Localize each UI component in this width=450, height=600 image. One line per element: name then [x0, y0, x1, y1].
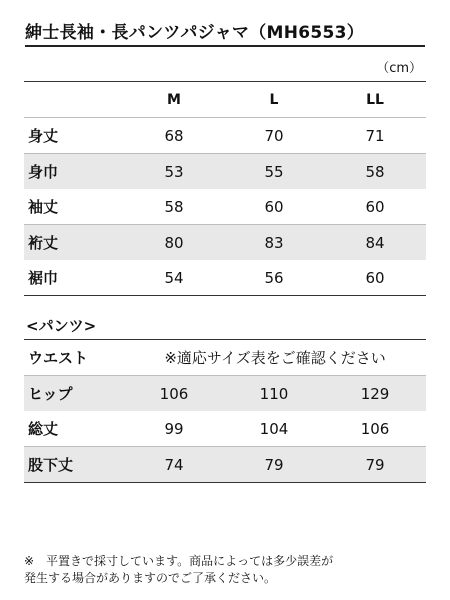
value-cell: 58 — [124, 189, 224, 225]
row-label: 袖丈 — [24, 189, 124, 225]
table-row — [24, 260, 426, 296]
header-cell-empty — [24, 82, 124, 118]
header-cell-m: M — [124, 82, 224, 118]
table-row — [24, 411, 426, 447]
value-cell: 54 — [124, 260, 224, 296]
header-cell-l: L — [224, 82, 324, 118]
table-row — [24, 189, 426, 225]
row-label: 身巾 — [24, 154, 124, 190]
row-label: 裄丈 — [24, 225, 124, 261]
row-label: 総丈 — [24, 411, 124, 447]
value-cell: 71 — [324, 118, 426, 154]
pants-section-heading: <パンツ> — [26, 317, 97, 335]
value-cell: 106 — [124, 376, 224, 412]
value-cell: 58 — [324, 154, 426, 190]
value-cell: 79 — [324, 447, 426, 483]
value-cell: 83 — [224, 225, 324, 261]
value-cell: 60 — [224, 189, 324, 225]
value-cell: 80 — [124, 225, 224, 261]
measurement-footnote: ※ 平置きで採寸しています。商品によっては多少誤差が 発生する場合がありますのでご了承ください。 — [24, 554, 334, 585]
unit-label: （cm） — [376, 61, 422, 76]
table-row — [24, 118, 426, 154]
header-cell-ll: LL — [324, 82, 426, 118]
row-label: ヒップ — [24, 376, 124, 412]
value-cell: 104 — [224, 411, 324, 447]
value-cell: 55 — [224, 154, 324, 190]
value-cell: 53 — [124, 154, 224, 190]
table-row — [24, 340, 426, 376]
waist-note: ※適応サイズ表をご確認ください — [124, 340, 426, 376]
value-cell: 84 — [324, 225, 426, 261]
row-label: ウエスト — [24, 340, 124, 376]
table-row — [24, 225, 426, 261]
value-cell: 74 — [124, 447, 224, 483]
value-cell: 70 — [224, 118, 324, 154]
row-label: 股下丈 — [24, 447, 124, 483]
row-label: 裾巾 — [24, 260, 124, 296]
value-cell: 79 — [224, 447, 324, 483]
value-cell: 99 — [124, 411, 224, 447]
value-cell: 56 — [224, 260, 324, 296]
header-row — [24, 82, 426, 118]
pants-size-table — [24, 339, 426, 483]
value-cell: 60 — [324, 189, 426, 225]
table-row — [24, 154, 426, 190]
row-label: 身丈 — [24, 118, 124, 154]
value-cell: 110 — [224, 376, 324, 412]
value-cell: 68 — [124, 118, 224, 154]
table-row — [24, 447, 426, 483]
page-title: 紳士長袖・長パンツパジャマ（MH6553） — [25, 21, 425, 47]
table-row — [24, 376, 426, 412]
value-cell: 60 — [324, 260, 426, 296]
value-cell: 106 — [324, 411, 426, 447]
top-size-table — [24, 81, 426, 296]
value-cell: 129 — [324, 376, 426, 412]
